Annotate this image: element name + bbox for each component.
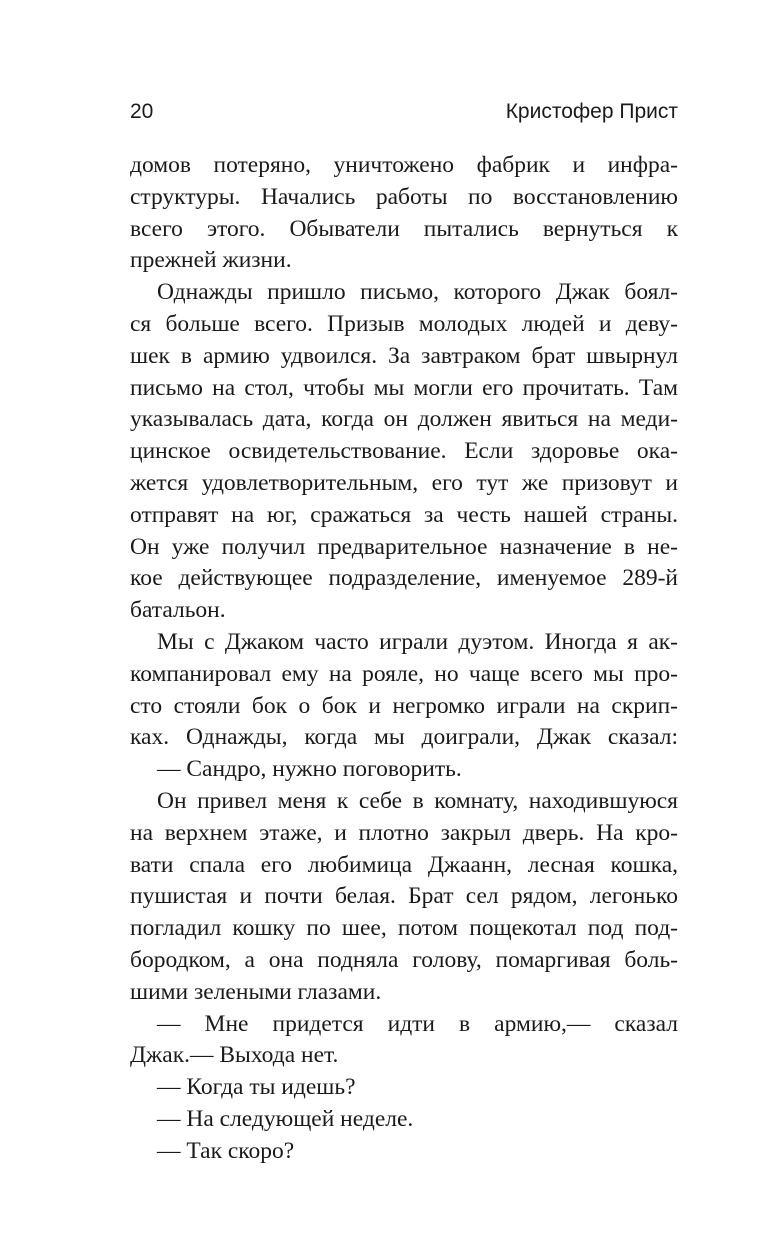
text-line: сто стояли бок о бок и негромко играли на скрип- — [130, 692, 678, 719]
text-line: Он привел меня к себе в комнату, находившуюся — [157, 787, 678, 814]
text-line: письмо на стол, чтобы мы могли его прочитать. Там — [130, 374, 678, 401]
running-title: Кристофер Прист — [505, 100, 678, 123]
text-line: домов потеряно, уничтожено фабрик и инфра- — [130, 152, 678, 178]
text-line: кое действующее подразделение, именуемое 289-й — [130, 565, 678, 592]
text-line: Джак.— Выхода нет. — [130, 1042, 339, 1069]
text-line: цинское освидетельствование. Если здоровье ока- — [130, 438, 678, 465]
text-line: — Сандро, нужно поговорить. — [157, 756, 462, 783]
text-line: всего этого. Обыватели пытались вернуться к — [130, 215, 678, 242]
text-line: шими зелеными глазами. — [130, 978, 382, 1005]
text-line: пушистая и почти белая. Брат сел рядом, легонько — [130, 883, 678, 910]
text-line: ках. Однажды, когда мы доиграли, Джак сказал: — [130, 724, 678, 751]
text-line: — Так скоро? — [157, 1137, 295, 1164]
text-line: вати спала его любимица Джаанн, лесная кошка, — [130, 851, 678, 878]
text-line: Мы с Джаком часто играли дуэтом. Иногда я ак- — [157, 628, 678, 655]
body-text — [130, 150, 678, 1168]
text-line: ся больше всего. Призыв молодых людей и деву- — [130, 310, 678, 337]
text-line: — Мне придется идти в армию,— сказал — [157, 1010, 678, 1037]
text-line: отправят на юг, сражаться за честь нашей страны. — [130, 501, 678, 528]
page-number: 20 — [130, 100, 154, 123]
text-line: жется удовлетворительным, его тут же призовут и — [130, 469, 678, 496]
text-line: — На следующей неделе. — [157, 1105, 414, 1132]
text-line: шек в армию удвоился. За завтраком брат швырнул — [130, 342, 678, 369]
text-line: Однажды пришло письмо, которого Джак боял- — [157, 279, 678, 306]
text-line: указывалась дата, когда он должен явиться на меди- — [130, 406, 678, 433]
text-line: бородком, а она подняла голову, помаргивая боль- — [130, 946, 678, 973]
text-line: — Когда ты идешь? — [157, 1074, 356, 1101]
text-line: на верхнем этаже, и плотно закрыл дверь. На кро- — [130, 819, 678, 846]
text-line: Он уже получил предварительное назначение в не- — [130, 533, 678, 560]
text-line: прежней жизни. — [130, 247, 292, 274]
text-line: структуры. Начались работы по восстановлению — [130, 183, 678, 210]
text-line: компанировал ему на рояле, но чаще всего мы про- — [130, 660, 678, 687]
text-line: погладил кошку по шее, потом пощекотал под под- — [130, 915, 678, 942]
page-header — [130, 100, 678, 130]
text-line: батальон. — [130, 597, 226, 624]
